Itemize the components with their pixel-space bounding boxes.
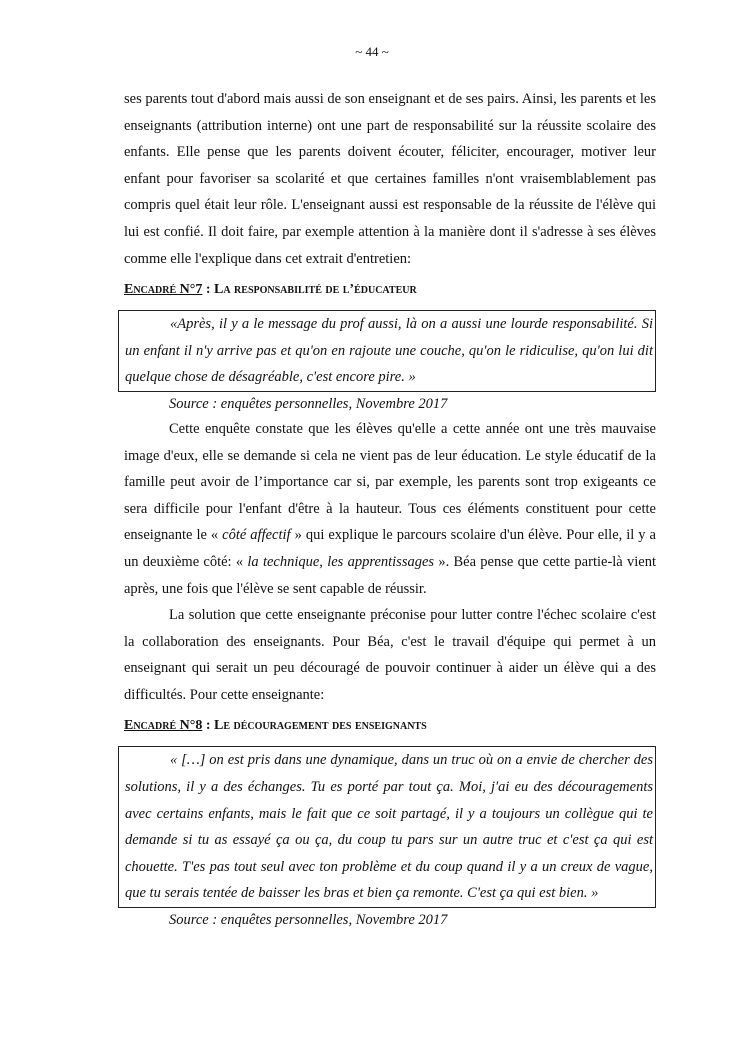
box8-quote-frame bbox=[118, 746, 656, 908]
box7-quote-frame bbox=[118, 310, 656, 392]
paragraph-survey-italic1: côté affectif bbox=[222, 527, 291, 544]
paragraph-solution: La solution que cette enseignante préconise pour lutter contre l'échec scolaire c'est la collaboration des enseignants. Pour Béa, c'est le travail d'équipe qui permet à un enseignant qui serait un peu découragé de pouvoir continuer à aider un élève qui a des difficultés. Pour cette enseignante: bbox=[124, 607, 656, 703]
paragraph-survey bbox=[124, 416, 656, 602]
box7-quote: «Après, il y a le message du prof aussi, là on a aussi une lourde responsabilité. Si un enfant il n'y arrive pas et qu'on en rajoute une couche, qu'on le ridiculise, qu'on lui dit quelque chose de désagréable, c'est encore pire. » bbox=[125, 316, 653, 386]
box8-title: : Le découragement des enseignants bbox=[202, 718, 427, 734]
box8-heading bbox=[124, 716, 656, 736]
page-number: ~ 44 ~ bbox=[355, 44, 389, 59]
page-content bbox=[124, 86, 656, 932]
box7-label: Encadré N°7 bbox=[124, 282, 203, 298]
paragraph-survey-italic2: la technique, les apprentissages bbox=[247, 553, 435, 570]
paragraph-survey-part1: Cette enquête constate que les élèves qu'elle a cette année ont une très mauvaise image d'eux, elle se demande si cela ne vient pas de leur éducation. Le style éducatif de la famille peut avoir de l’importance car si, par exemple, les parents sont trop exigeants ce sera difficile pour l'enfant d'être à la hauteur. Tous ces éléments constituent pour cette enseignante le « bbox=[124, 420, 656, 544]
box7-title: : La responsabilité de l’éducateur bbox=[202, 282, 417, 298]
paragraph-survey-part2: » qui explique le parcours scolaire d'un élève. Pour elle, il y a un deuxième côté: « bbox=[124, 527, 656, 570]
paragraph-survey-part3: ». Béa pense que cette partie-là vient après, une fois que l'élève se sent capable de réussir. bbox=[124, 553, 657, 597]
box8-label: Encadré N°8 bbox=[124, 718, 203, 734]
box8-source: Source : enquêtes personnelles, Novembre 2017 bbox=[169, 912, 448, 929]
paragraph-intro: ses parents tout d'abord mais aussi de son enseignant et de ses pairs. Ainsi, les parents et les enseignants (attribution interne) ont une part de responsabilité sur la réussite scolaire des enfants. Elle pense que les parents doivent écouter, féliciter, encourager, motiver leur enfant pour favoriser sa scolarité et que certaines familles n'ont vraisemblablement pas compris quel était leur rôle. L'enseignant aussi est responsable de la réussite de l'élève qui lui est confié. Il doit faire, par exemple attention à la manière dont il s'adresse à ses élèves comme elle l'explique dans cet extrait d'entretien: bbox=[124, 91, 656, 267]
box8-quote: « […] on est pris dans une dynamique, dans un truc où on a envie de chercher des solutions, il y a des échanges. Tu es porté par tout ça. Moi, j'ai eu des découragements avec certains enfants, mais le fait que ce soit partagé, il y a toujours un collègue qui te demande si tu as essayé ça ou ça, du coup tu pars sur un autre truc et c'est ça qui est chouette. T'es pas tout seul avec ton problème et du coup quand il y a un creux de vague, que tu serais tentée de baisser les bras et bien ça remonte. C'est ça qui est bien. » bbox=[125, 752, 653, 902]
box7-heading bbox=[124, 280, 656, 300]
box7-source: Source : enquêtes personnelles, Novembre 2017 bbox=[169, 395, 448, 412]
